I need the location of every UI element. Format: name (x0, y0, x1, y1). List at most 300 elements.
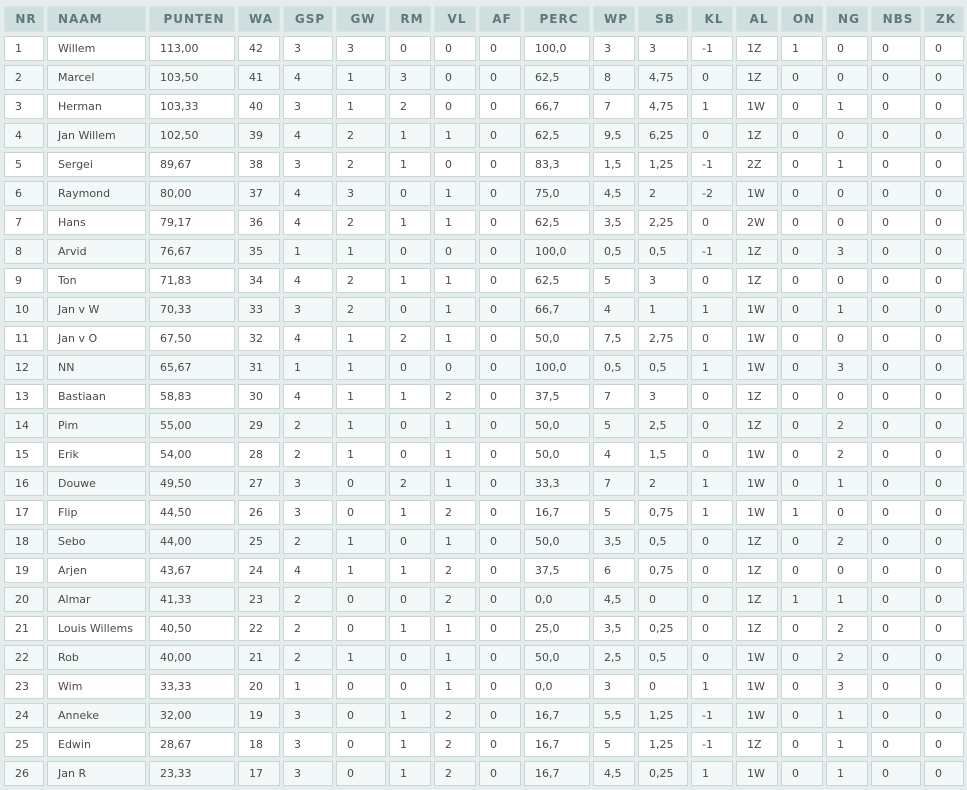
table-row (4, 268, 964, 293)
cell-wp: 4 (593, 442, 635, 467)
cell-al: 1Z (736, 732, 778, 757)
cell-wp: 7 (593, 471, 635, 496)
cell-on: 0 (781, 442, 823, 467)
cell-perc: 50,0 (524, 326, 590, 351)
cell-al: 1W (736, 761, 778, 786)
cell-gw: 3 (336, 36, 386, 61)
cell-nbs: 0 (871, 65, 921, 90)
standings-table (1, 2, 967, 790)
cell-nr: 23 (4, 674, 44, 699)
cell-gw: 1 (336, 94, 386, 119)
cell-rm: 0 (389, 413, 431, 438)
cell-gsp: 3 (283, 500, 333, 525)
cell-gsp: 4 (283, 181, 333, 206)
cell-perc: 100,0 (524, 239, 590, 264)
cell-zk: 0 (924, 616, 964, 641)
header-on[interactable]: ON (781, 6, 823, 32)
cell-nr: 13 (4, 384, 44, 409)
cell-nr: 21 (4, 616, 44, 641)
header-zk[interactable]: ZK (924, 6, 964, 32)
cell-nr: 26 (4, 761, 44, 786)
cell-kl: 0 (691, 558, 733, 583)
cell-nr: 4 (4, 123, 44, 148)
cell-perc: 0,0 (524, 587, 590, 612)
cell-wp: 7,5 (593, 326, 635, 351)
cell-kl: 0 (691, 413, 733, 438)
cell-wp: 5 (593, 732, 635, 757)
cell-vl: 0 (434, 152, 476, 177)
cell-wp: 5,5 (593, 703, 635, 728)
cell-gsp: 3 (283, 471, 333, 496)
cell-gsp: 3 (283, 152, 333, 177)
cell-punten: 40,50 (149, 616, 235, 641)
cell-gw: 1 (336, 65, 386, 90)
cell-kl: 0 (691, 65, 733, 90)
cell-vl: 1 (434, 645, 476, 670)
cell-af: 0 (479, 558, 521, 583)
cell-wp: 0,5 (593, 239, 635, 264)
header-wp[interactable]: WP (593, 6, 635, 32)
cell-gw: 0 (336, 471, 386, 496)
cell-rm: 1 (389, 500, 431, 525)
cell-wp: 9,5 (593, 123, 635, 148)
cell-wa: 32 (238, 326, 280, 351)
cell-wa: 41 (238, 65, 280, 90)
cell-zk: 0 (924, 326, 964, 351)
table-row (4, 703, 964, 728)
header-perc[interactable]: PERC (524, 6, 590, 32)
cell-ng: 1 (826, 297, 868, 322)
cell-nr: 8 (4, 239, 44, 264)
cell-wa: 40 (238, 94, 280, 119)
header-naam[interactable]: NAAM (47, 6, 146, 32)
cell-wa: 37 (238, 181, 280, 206)
cell-vl: 0 (434, 94, 476, 119)
cell-al: 1W (736, 94, 778, 119)
cell-nbs: 0 (871, 703, 921, 728)
cell-zk: 0 (924, 94, 964, 119)
cell-on: 0 (781, 674, 823, 699)
header-nbs[interactable]: NBS (871, 6, 921, 32)
cell-af: 0 (479, 587, 521, 612)
cell-nbs: 0 (871, 123, 921, 148)
cell-naam: Anneke (47, 703, 146, 728)
cell-on: 0 (781, 152, 823, 177)
cell-perc: 62,5 (524, 65, 590, 90)
cell-gsp: 3 (283, 94, 333, 119)
cell-on: 0 (781, 471, 823, 496)
cell-af: 0 (479, 65, 521, 90)
cell-wa: 28 (238, 442, 280, 467)
table-row (4, 529, 964, 554)
cell-vl: 2 (434, 732, 476, 757)
cell-nr: 7 (4, 210, 44, 235)
cell-wp: 6 (593, 558, 635, 583)
cell-af: 0 (479, 732, 521, 757)
cell-rm: 0 (389, 181, 431, 206)
cell-wa: 39 (238, 123, 280, 148)
cell-gw: 1 (336, 355, 386, 380)
header-af[interactable]: AF (479, 6, 521, 32)
cell-punten: 28,67 (149, 732, 235, 757)
cell-ng: 1 (826, 732, 868, 757)
cell-sb: 3 (638, 268, 688, 293)
header-row (4, 6, 964, 32)
cell-sb: 1,25 (638, 703, 688, 728)
cell-naam: Marcel (47, 65, 146, 90)
cell-ng: 0 (826, 326, 868, 351)
cell-rm: 3 (389, 65, 431, 90)
cell-al: 1W (736, 471, 778, 496)
cell-perc: 37,5 (524, 558, 590, 583)
cell-wa: 22 (238, 616, 280, 641)
cell-perc: 50,0 (524, 645, 590, 670)
header-rm[interactable]: RM (389, 6, 431, 32)
cell-al: 1W (736, 500, 778, 525)
cell-vl: 2 (434, 587, 476, 612)
cell-sb: 0,25 (638, 616, 688, 641)
table-row (4, 384, 964, 409)
cell-wp: 5 (593, 500, 635, 525)
table-row (4, 674, 964, 699)
cell-zk: 0 (924, 703, 964, 728)
cell-wa: 31 (238, 355, 280, 380)
cell-on: 1 (781, 36, 823, 61)
cell-perc: 62,5 (524, 210, 590, 235)
table-row (4, 123, 964, 148)
cell-wa: 34 (238, 268, 280, 293)
table-row (4, 210, 964, 235)
cell-al: 1W (736, 326, 778, 351)
cell-wp: 5 (593, 268, 635, 293)
cell-zk: 0 (924, 732, 964, 757)
cell-af: 0 (479, 471, 521, 496)
cell-perc: 66,7 (524, 94, 590, 119)
cell-punten: 23,33 (149, 761, 235, 786)
cell-rm: 0 (389, 239, 431, 264)
cell-zk: 0 (924, 442, 964, 467)
cell-kl: 0 (691, 529, 733, 554)
cell-wp: 3,5 (593, 529, 635, 554)
cell-ng: 3 (826, 355, 868, 380)
cell-af: 0 (479, 703, 521, 728)
cell-nr: 24 (4, 703, 44, 728)
cell-kl: 0 (691, 210, 733, 235)
cell-rm: 1 (389, 558, 431, 583)
header-nr[interactable]: NR (4, 6, 44, 32)
cell-ng: 0 (826, 500, 868, 525)
header-al[interactable]: AL (736, 6, 778, 32)
header-gw[interactable]: GW (336, 6, 386, 32)
cell-naam: Wim (47, 674, 146, 699)
cell-perc: 25,0 (524, 616, 590, 641)
cell-vl: 2 (434, 761, 476, 786)
cell-ng: 1 (826, 587, 868, 612)
cell-perc: 16,7 (524, 761, 590, 786)
cell-wa: 19 (238, 703, 280, 728)
cell-on: 1 (781, 587, 823, 612)
cell-vl: 1 (434, 442, 476, 467)
cell-rm: 0 (389, 674, 431, 699)
cell-al: 1W (736, 355, 778, 380)
cell-perc: 83,3 (524, 152, 590, 177)
cell-rm: 1 (389, 123, 431, 148)
cell-nr: 17 (4, 500, 44, 525)
cell-vl: 2 (434, 703, 476, 728)
cell-on: 0 (781, 239, 823, 264)
table-body (4, 36, 964, 786)
cell-sb: 2,25 (638, 210, 688, 235)
cell-gsp: 2 (283, 413, 333, 438)
table-row (4, 587, 964, 612)
cell-punten: 67,50 (149, 326, 235, 351)
cell-rm: 0 (389, 297, 431, 322)
cell-rm: 1 (389, 703, 431, 728)
table-row (4, 297, 964, 322)
cell-gw: 0 (336, 500, 386, 525)
header-kl[interactable]: KL (691, 6, 733, 32)
cell-ng: 2 (826, 442, 868, 467)
cell-naam: Jan R (47, 761, 146, 786)
cell-vl: 2 (434, 500, 476, 525)
cell-nr: 20 (4, 587, 44, 612)
cell-af: 0 (479, 500, 521, 525)
header-punten[interactable]: PUNTEN (149, 6, 235, 32)
cell-kl: -1 (691, 152, 733, 177)
cell-naam: Raymond (47, 181, 146, 206)
cell-naam: Bastiaan (47, 384, 146, 409)
cell-wa: 26 (238, 500, 280, 525)
header-wa[interactable]: WA (238, 6, 280, 32)
cell-kl: -1 (691, 239, 733, 264)
table-row (4, 65, 964, 90)
cell-naam: Sebo (47, 529, 146, 554)
cell-wp: 3,5 (593, 616, 635, 641)
cell-sb: 2 (638, 181, 688, 206)
cell-wa: 27 (238, 471, 280, 496)
cell-af: 0 (479, 413, 521, 438)
cell-vl: 1 (434, 616, 476, 641)
cell-naam: Arjen (47, 558, 146, 583)
cell-perc: 50,0 (524, 413, 590, 438)
cell-perc: 100,0 (524, 355, 590, 380)
cell-on: 0 (781, 210, 823, 235)
cell-on: 0 (781, 181, 823, 206)
cell-gsp: 1 (283, 239, 333, 264)
cell-kl: -2 (691, 181, 733, 206)
cell-ng: 3 (826, 674, 868, 699)
cell-vl: 1 (434, 674, 476, 699)
cell-wa: 36 (238, 210, 280, 235)
cell-gw: 2 (336, 210, 386, 235)
cell-punten: 54,00 (149, 442, 235, 467)
cell-nbs: 0 (871, 616, 921, 641)
cell-on: 0 (781, 268, 823, 293)
cell-gsp: 2 (283, 529, 333, 554)
cell-al: 2W (736, 210, 778, 235)
cell-on: 0 (781, 645, 823, 670)
cell-af: 0 (479, 384, 521, 409)
cell-perc: 33,3 (524, 471, 590, 496)
cell-gw: 1 (336, 413, 386, 438)
cell-rm: 0 (389, 442, 431, 467)
cell-nr: 14 (4, 413, 44, 438)
cell-punten: 58,83 (149, 384, 235, 409)
cell-kl: 0 (691, 616, 733, 641)
cell-nbs: 0 (871, 36, 921, 61)
cell-punten: 44,00 (149, 529, 235, 554)
cell-naam: Flip (47, 500, 146, 525)
table-row (4, 761, 964, 786)
table-row (4, 558, 964, 583)
cell-nr: 22 (4, 645, 44, 670)
cell-punten: 33,33 (149, 674, 235, 699)
cell-al: 1Z (736, 123, 778, 148)
cell-nr: 18 (4, 529, 44, 554)
cell-al: 1Z (736, 616, 778, 641)
cell-ng: 0 (826, 558, 868, 583)
cell-zk: 0 (924, 355, 964, 380)
table-row (4, 732, 964, 757)
cell-wp: 5 (593, 413, 635, 438)
cell-perc: 66,7 (524, 297, 590, 322)
cell-al: 1W (736, 297, 778, 322)
cell-zk: 0 (924, 674, 964, 699)
cell-wa: 23 (238, 587, 280, 612)
cell-sb: 0,5 (638, 529, 688, 554)
cell-kl: 1 (691, 355, 733, 380)
cell-wp: 3 (593, 36, 635, 61)
cell-punten: 40,00 (149, 645, 235, 670)
header-gsp[interactable]: GSP (283, 6, 333, 32)
cell-gsp: 2 (283, 587, 333, 612)
cell-sb: 6,25 (638, 123, 688, 148)
cell-on: 0 (781, 761, 823, 786)
cell-gw: 0 (336, 587, 386, 612)
cell-punten: 89,67 (149, 152, 235, 177)
cell-ng: 2 (826, 529, 868, 554)
cell-naam: Ton (47, 268, 146, 293)
cell-sb: 0,5 (638, 355, 688, 380)
cell-punten: 55,00 (149, 413, 235, 438)
cell-gsp: 4 (283, 123, 333, 148)
cell-on: 0 (781, 703, 823, 728)
cell-on: 0 (781, 65, 823, 90)
cell-wp: 8 (593, 65, 635, 90)
cell-nr: 19 (4, 558, 44, 583)
cell-nbs: 0 (871, 471, 921, 496)
header-sb[interactable]: SB (638, 6, 688, 32)
cell-vl: 1 (434, 471, 476, 496)
cell-sb: 4,75 (638, 94, 688, 119)
cell-kl: 1 (691, 761, 733, 786)
cell-gsp: 4 (283, 210, 333, 235)
cell-zk: 0 (924, 500, 964, 525)
cell-nbs: 0 (871, 732, 921, 757)
cell-af: 0 (479, 355, 521, 380)
cell-gw: 1 (336, 326, 386, 351)
cell-sb: 0,75 (638, 500, 688, 525)
cell-gsp: 4 (283, 268, 333, 293)
cell-vl: 1 (434, 297, 476, 322)
cell-gw: 0 (336, 674, 386, 699)
cell-zk: 0 (924, 123, 964, 148)
cell-naam: Jan Willem (47, 123, 146, 148)
cell-nbs: 0 (871, 152, 921, 177)
cell-af: 0 (479, 239, 521, 264)
cell-nr: 3 (4, 94, 44, 119)
cell-vl: 0 (434, 239, 476, 264)
cell-al: 1Z (736, 587, 778, 612)
cell-nbs: 0 (871, 529, 921, 554)
cell-rm: 0 (389, 587, 431, 612)
cell-zk: 0 (924, 471, 964, 496)
header-ng[interactable]: NG (826, 6, 868, 32)
cell-kl: 0 (691, 384, 733, 409)
cell-perc: 75,0 (524, 181, 590, 206)
cell-kl: -1 (691, 36, 733, 61)
cell-gsp: 1 (283, 355, 333, 380)
table-row (4, 500, 964, 525)
cell-nr: 2 (4, 65, 44, 90)
cell-rm: 0 (389, 36, 431, 61)
cell-nr: 10 (4, 297, 44, 322)
cell-nbs: 0 (871, 645, 921, 670)
cell-ng: 0 (826, 210, 868, 235)
cell-wa: 20 (238, 674, 280, 699)
cell-zk: 0 (924, 152, 964, 177)
cell-on: 0 (781, 558, 823, 583)
header-vl[interactable]: VL (434, 6, 476, 32)
cell-kl: 1 (691, 500, 733, 525)
cell-zk: 0 (924, 558, 964, 583)
cell-al: 2Z (736, 152, 778, 177)
cell-zk: 0 (924, 587, 964, 612)
cell-naam: Willem (47, 36, 146, 61)
table-row (4, 616, 964, 641)
table-row (4, 181, 964, 206)
cell-punten: 32,00 (149, 703, 235, 728)
cell-rm: 0 (389, 355, 431, 380)
cell-wp: 4,5 (593, 587, 635, 612)
cell-wp: 7 (593, 94, 635, 119)
cell-al: 1Z (736, 65, 778, 90)
cell-punten: 65,67 (149, 355, 235, 380)
cell-perc: 50,0 (524, 442, 590, 467)
cell-rm: 1 (389, 268, 431, 293)
cell-gsp: 4 (283, 558, 333, 583)
cell-gw: 1 (336, 558, 386, 583)
cell-kl: 0 (691, 326, 733, 351)
cell-wa: 42 (238, 36, 280, 61)
cell-ng: 1 (826, 152, 868, 177)
cell-sb: 2 (638, 471, 688, 496)
cell-rm: 1 (389, 210, 431, 235)
cell-sb: 0,75 (638, 558, 688, 583)
cell-naam: Arvid (47, 239, 146, 264)
cell-rm: 2 (389, 94, 431, 119)
cell-sb: 0,5 (638, 239, 688, 264)
cell-zk: 0 (924, 384, 964, 409)
cell-wa: 17 (238, 761, 280, 786)
cell-sb: 1,5 (638, 442, 688, 467)
cell-al: 1W (736, 674, 778, 699)
cell-gsp: 2 (283, 645, 333, 670)
cell-gw: 0 (336, 703, 386, 728)
cell-wp: 0,5 (593, 355, 635, 380)
cell-af: 0 (479, 36, 521, 61)
cell-gsp: 4 (283, 65, 333, 90)
